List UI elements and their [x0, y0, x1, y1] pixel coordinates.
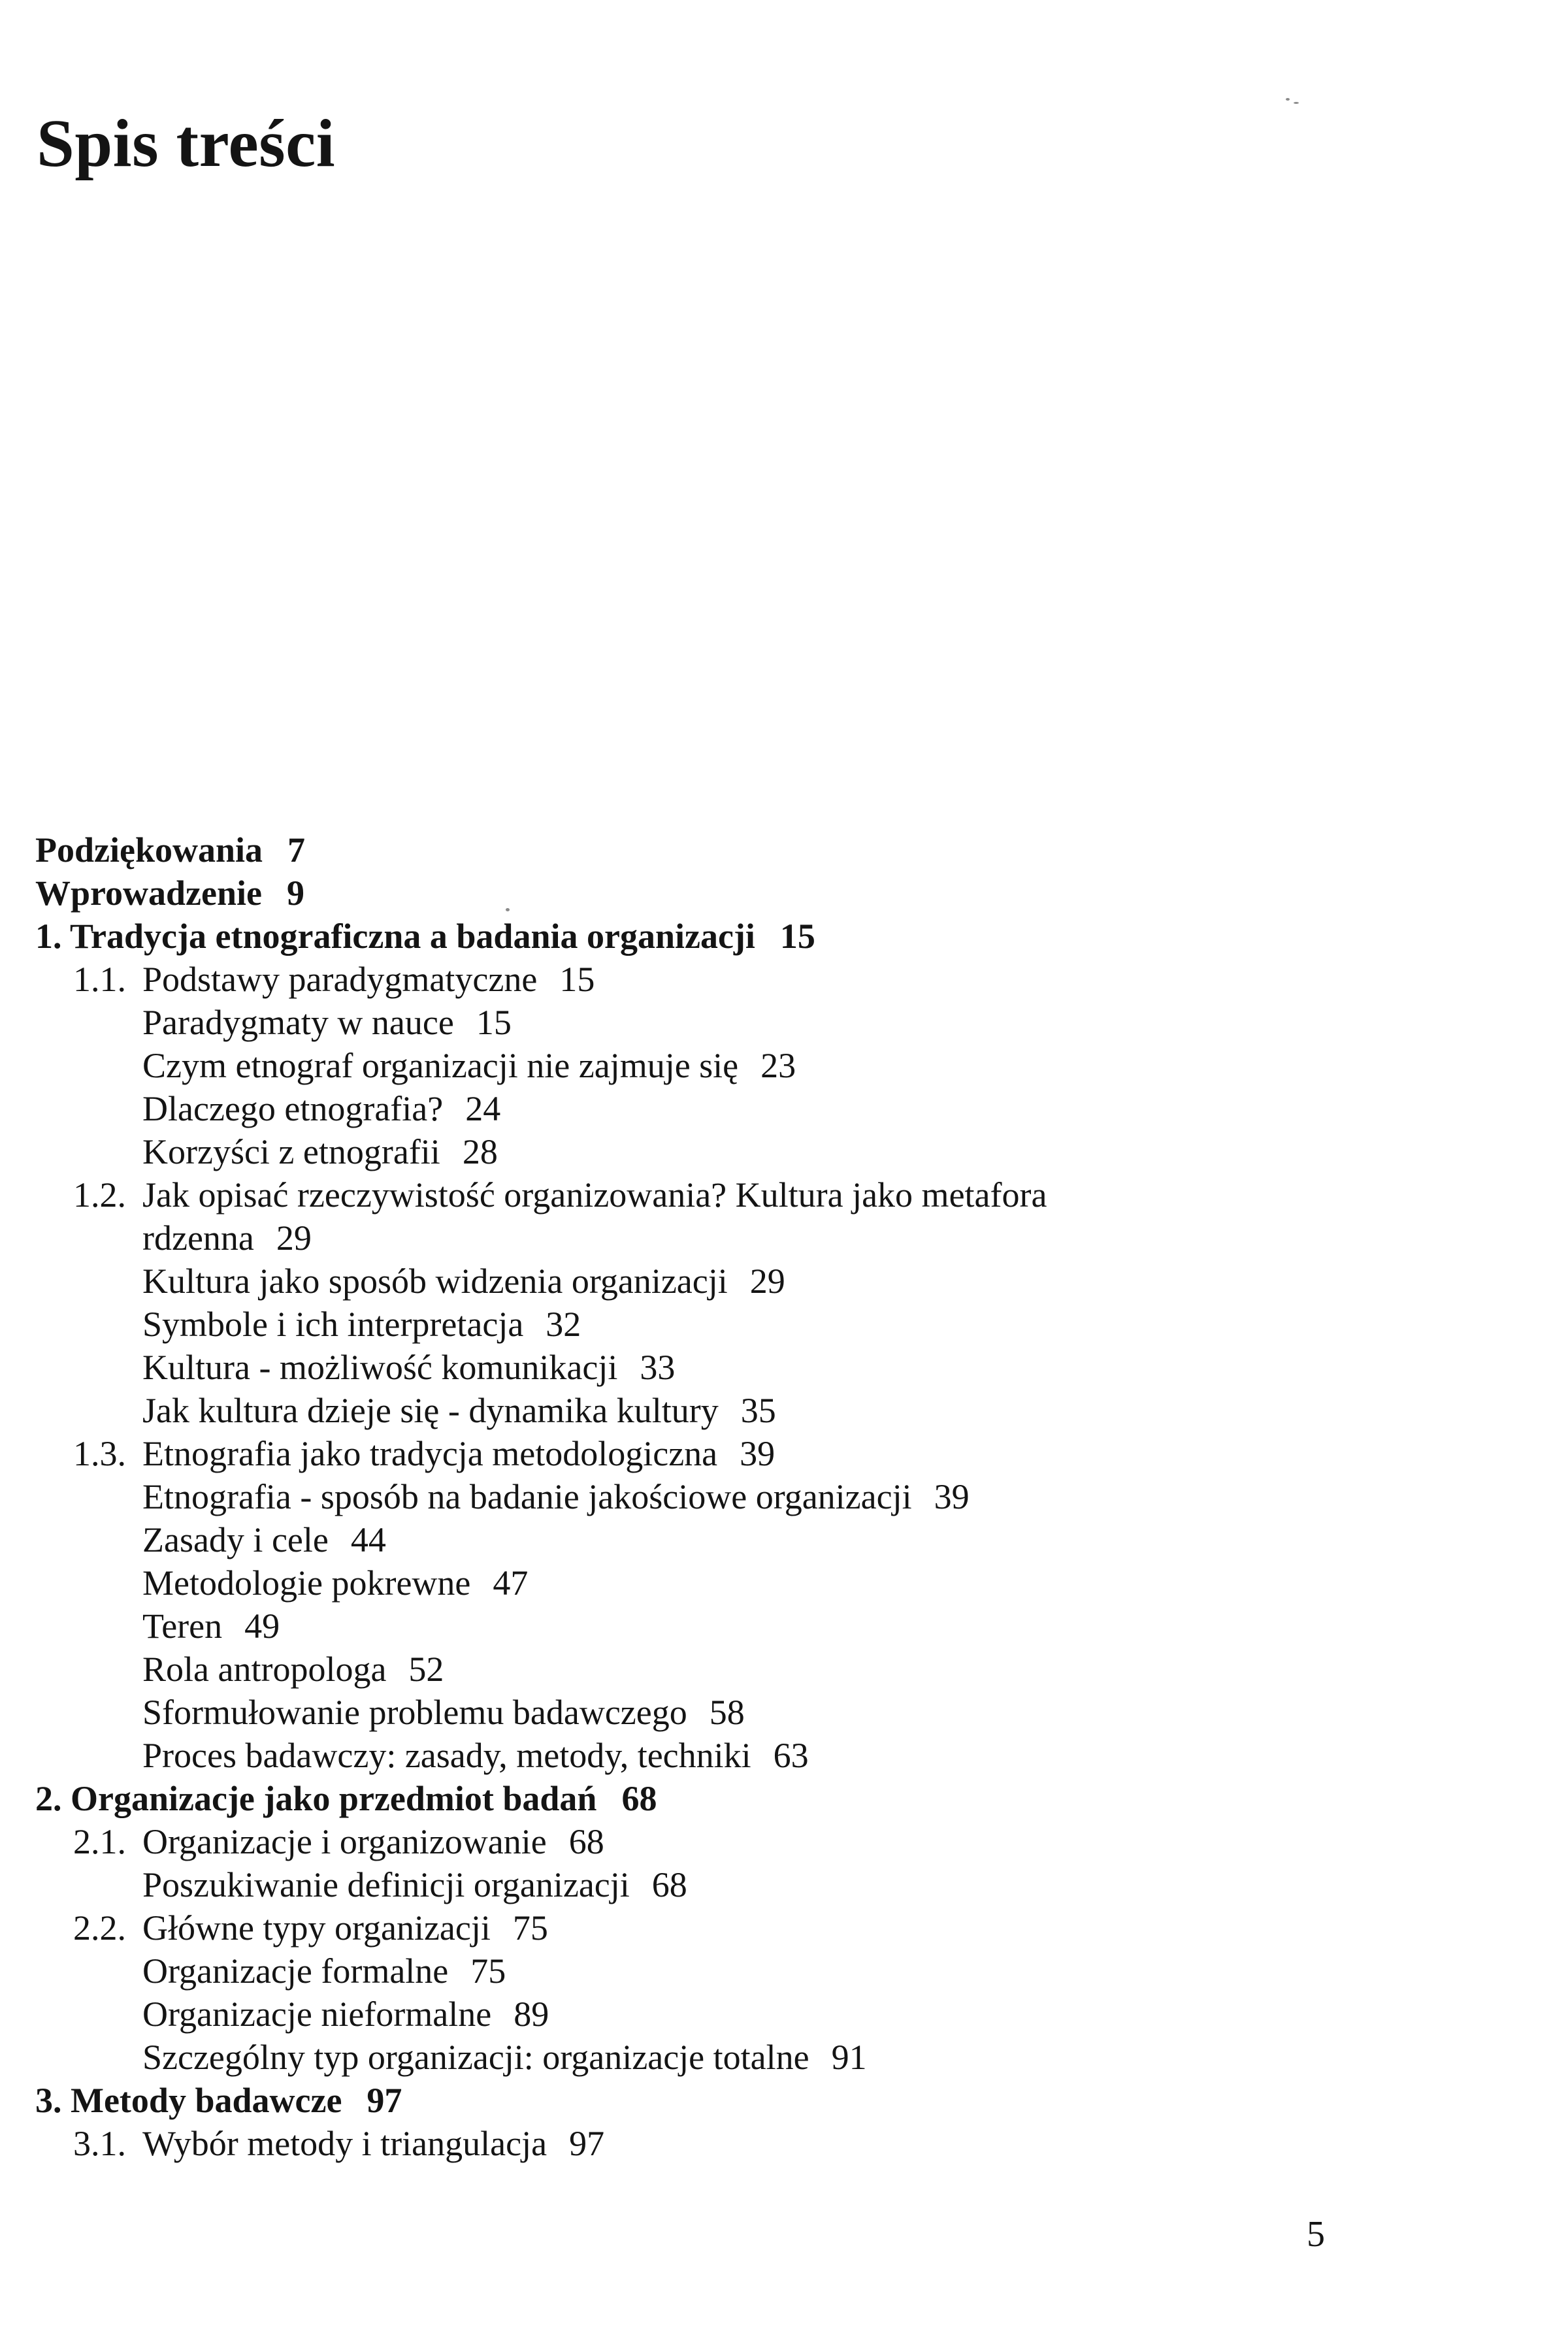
toc-subsection-title: Dlaczego etnografia?	[142, 1089, 444, 1128]
toc-section-number: 3.1.	[73, 2124, 126, 2163]
toc-chapter-title: Wprowadzenie	[35, 873, 262, 913]
toc-page-number: 47	[493, 1563, 529, 1603]
toc-subsection	[35, 1691, 1473, 1734]
toc-chapter	[35, 1777, 1473, 1820]
toc-section-title: Etnografia jako tradycja metodologiczna	[142, 1434, 718, 1473]
toc-subsection	[35, 1130, 1473, 1173]
toc-subsection	[35, 1561, 1473, 1605]
toc-subsection-title: Organizacje formalne	[142, 1951, 449, 1991]
toc-section-number: 1.3.	[73, 1434, 126, 1473]
toc-section	[35, 1432, 1473, 1475]
toc-section-title: Organizacje i organizowanie	[142, 1822, 547, 1861]
toc-page-number: 29	[276, 1218, 312, 1258]
toc-page-number: 68	[651, 1865, 687, 1904]
toc-page-number: 52	[408, 1650, 444, 1689]
toc-section-title-continued	[73, 1216, 1473, 1260]
toc-page-number: 28	[462, 1132, 498, 1171]
toc-subsection	[35, 1389, 1473, 1432]
toc-page-number: 44	[350, 1520, 386, 1559]
toc-subsection-title: Teren	[142, 1606, 223, 1646]
toc-page-number: 7	[287, 830, 306, 870]
toc-page-number: 15	[779, 917, 815, 956]
toc-subsection-title: Czym etnograf organizacji nie zajmuje się	[142, 1046, 739, 1085]
toc-section-title: Wybór metody i triangulacja	[142, 2124, 547, 2163]
toc-page-number: 23	[760, 1046, 796, 1085]
toc-page-number: 68	[568, 1822, 604, 1861]
toc-subsection-title: Proces badawczy: zasady, metody, techniki	[142, 1736, 751, 1775]
toc-chapter	[35, 2079, 1473, 2122]
toc-page-number: 15	[476, 1003, 512, 1042]
toc-section-number: 2.1.	[73, 1822, 126, 1861]
toc-section-title: Główne typy organizacji	[142, 1908, 491, 1948]
toc-subsection	[35, 1475, 1473, 1518]
toc-section	[35, 1173, 1473, 1260]
toc-section	[35, 1906, 1473, 1949]
toc-subsection-title: Sformułowanie problemu badawczego	[142, 1693, 687, 1732]
scan-speck	[506, 908, 510, 911]
table-of-contents	[35, 828, 1473, 2165]
toc-page-number: 33	[640, 1348, 676, 1387]
toc-subsection	[35, 1605, 1473, 1648]
toc-subsection-title: Kultura - możliwość komunikacji	[142, 1348, 618, 1387]
toc-page-number: 63	[773, 1736, 809, 1775]
toc-page-number: 75	[470, 1951, 506, 1991]
toc-section	[35, 958, 1473, 1001]
toc-subsection-title: Szczególny typ organizacji: organizacje totalne	[142, 2038, 809, 2077]
toc-page-number: 15	[559, 960, 595, 999]
page-title: Spis treści	[37, 106, 336, 181]
toc-page-number: 32	[546, 1305, 581, 1344]
toc-section-title-cont-text: rdzenna	[142, 1218, 254, 1258]
toc-page-number: 91	[831, 2038, 867, 2077]
toc-subsection-title: Zasady i cele	[142, 1520, 329, 1559]
toc-subsection	[35, 2036, 1473, 2079]
toc-chapter	[35, 828, 1473, 872]
page-number: 5	[1307, 2214, 1325, 2255]
toc-subsection	[35, 1993, 1473, 2036]
toc-chapter	[35, 915, 1473, 958]
toc-subsection	[35, 1044, 1473, 1087]
toc-page-number: 75	[512, 1908, 548, 1948]
toc-section	[35, 1820, 1473, 1863]
toc-chapter-title: Podziękowania	[35, 830, 263, 870]
toc-page-number: 39	[934, 1477, 970, 1516]
toc-subsection-title: Paradygmaty w nauce	[142, 1003, 454, 1042]
toc-subsection-title: Metodologie pokrewne	[142, 1563, 471, 1603]
toc-chapter-number: 3.	[35, 2081, 62, 2120]
toc-chapter-number: 1.	[35, 917, 62, 956]
toc-page-number: 35	[740, 1391, 776, 1430]
toc-page-number: 97	[569, 2124, 605, 2163]
toc-subsection	[35, 1260, 1473, 1303]
toc-chapter	[35, 872, 1473, 915]
scan-speck	[1286, 98, 1290, 101]
toc-subsection-title: Etnografia - sposób na badanie jakościowe organizacji	[142, 1477, 912, 1516]
toc-subsection-title: Rola antropologa	[142, 1650, 387, 1689]
toc-page-number: 29	[749, 1262, 785, 1301]
toc-section-title: Jak opisać rzeczywistość organizowania? Kultura jako metafora	[142, 1175, 1047, 1214]
toc-page-number: 89	[514, 1995, 549, 2034]
scan-speck	[1294, 102, 1299, 104]
toc-chapter-title: Organizacje jako przedmiot badań	[71, 1779, 597, 1818]
toc-subsection	[35, 1863, 1473, 1906]
toc-page-number: 58	[709, 1693, 745, 1732]
toc-chapter-number: 2.	[35, 1779, 62, 1818]
toc-section-number: 1.2.	[73, 1175, 126, 1214]
toc-page-number: 49	[244, 1606, 280, 1646]
toc-page-number: 68	[621, 1779, 657, 1818]
toc-subsection-title: Poszukiwanie definicji organizacji	[142, 1865, 630, 1904]
toc-section	[35, 2122, 1473, 2165]
toc-subsection-title: Organizacje nieformalne	[142, 1995, 492, 2034]
toc-section-number: 2.2.	[73, 1908, 126, 1948]
toc-subsection	[35, 1734, 1473, 1777]
toc-subsection	[35, 1648, 1473, 1691]
toc-subsection	[35, 1949, 1473, 1993]
toc-page-number: 9	[287, 873, 304, 913]
toc-subsection-title: Korzyści z etnografii	[142, 1132, 440, 1171]
toc-subsection	[35, 1346, 1473, 1389]
toc-page-number: 24	[465, 1089, 501, 1128]
toc-chapter-title: Metody badawcze	[71, 2081, 342, 2120]
toc-section-title: Podstawy paradygmatyczne	[142, 960, 538, 999]
toc-subsection	[35, 1518, 1473, 1561]
toc-page-number: 97	[367, 2081, 402, 2120]
toc-subsection-title: Kultura jako sposób widzenia organizacji	[142, 1262, 728, 1301]
toc-subsection-title: Jak kultura dzieje się - dynamika kultury	[142, 1391, 719, 1430]
toc-section-number: 1.1.	[73, 960, 126, 999]
toc-subsection	[35, 1303, 1473, 1346]
toc-subsection	[35, 1001, 1473, 1044]
toc-chapter-title: Tradycja etnograficzna a badania organizacji	[70, 917, 755, 956]
toc-subsection-title: Symbole i ich interpretacja	[142, 1305, 524, 1344]
toc-subsection	[35, 1087, 1473, 1130]
toc-page-number: 39	[740, 1434, 776, 1473]
